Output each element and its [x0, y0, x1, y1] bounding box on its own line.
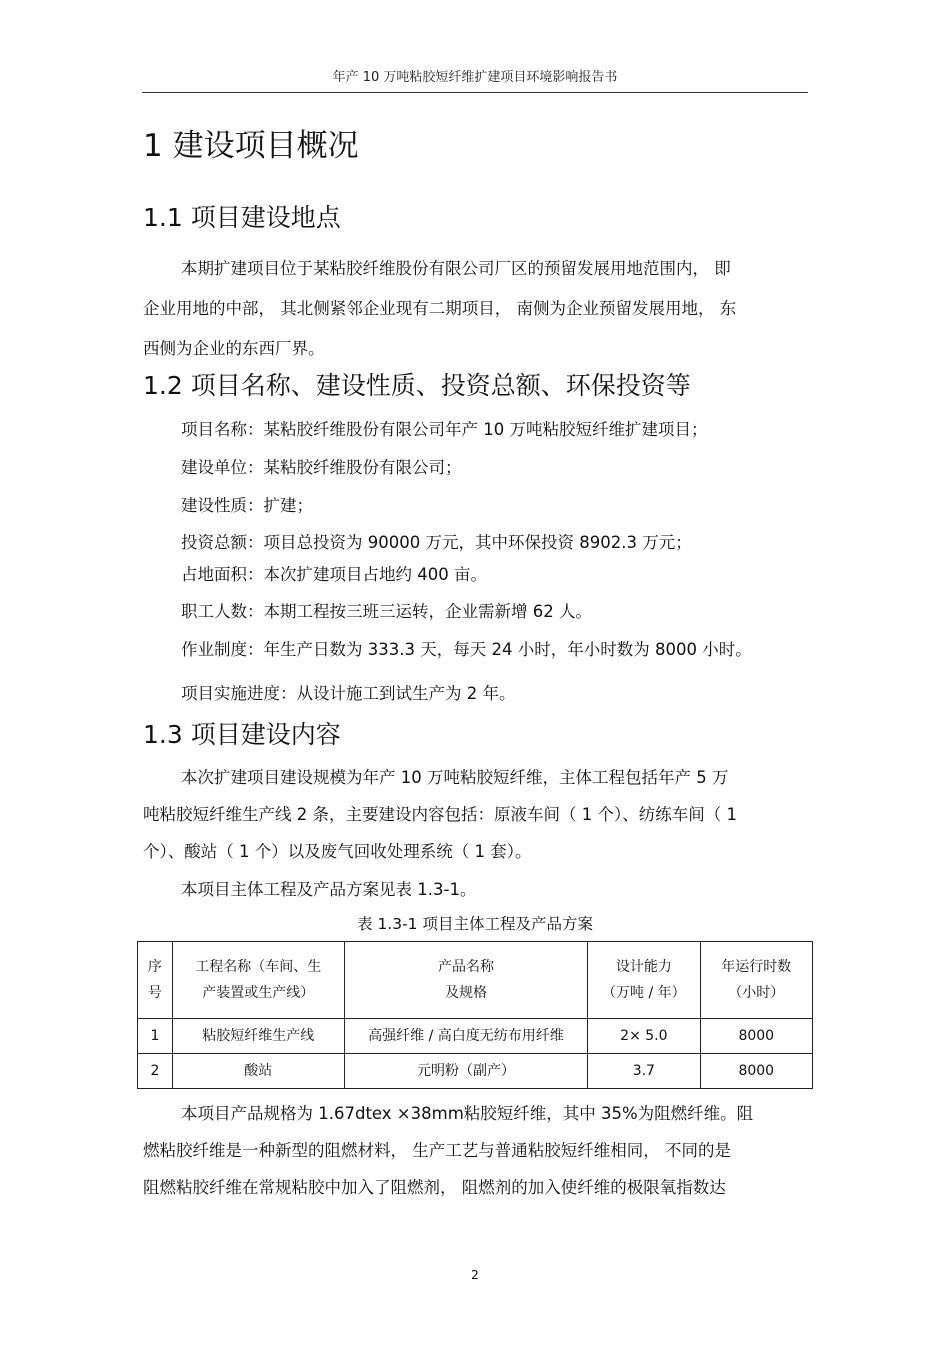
header-cell: 产品名称 及规格: [344, 942, 587, 1019]
schedule-item: 作业制度：年生产日数为 333.3 天，每天 24 小时，年小时数为 8000 小时。: [181, 640, 752, 659]
paragraph-line: 吨粘胶短纤维生产线 2 条，主要建设内容包括：原液车间（ 1 个）、纺练车间（ 1: [143, 805, 737, 824]
table-cell: 3.7: [588, 1054, 700, 1089]
table-cell: 8000: [700, 1054, 812, 1089]
section-1-2-heading: 1.2 项目名称、建设性质、投资总额、环保投资等: [143, 371, 691, 400]
page-number: 2: [471, 1268, 479, 1282]
progress-item: 项目实施进度：从设计施工到试生产为 2 年。: [181, 684, 516, 703]
running-header: 年产 10 万吨粘胶短纤维扩建项目环境影响报告书: [332, 70, 618, 85]
investment-item: 投资总额：项目总投资为 90000 万元，其中环保投资 8902.3 万元；: [181, 533, 692, 552]
section-1-3-heading: 1.3 项目建设内容: [143, 720, 341, 749]
table-cell: 8000: [700, 1019, 812, 1054]
header-cell: 设计能力 （万吨 / 年）: [588, 942, 700, 1019]
table-header-row: [138, 942, 813, 1019]
header-divider: [142, 92, 808, 93]
paragraph-line: 阻燃粘胶纤维在常规粘胶中加入了阻燃剂， 阻燃剂的加入使纤维的极限氧指数达: [143, 1178, 726, 1197]
paragraph-line: 本项目产品规格为 1.67dtex ×38mm粘胶短纤维，其中 35%为阻燃纤维。阻: [181, 1104, 754, 1123]
section-1-1-heading: 1.1 项目建设地点: [143, 203, 341, 232]
paragraph-line: 个）、酸站（ 1 个）以及废气回收处理系统（ 1 套）。: [143, 842, 532, 861]
paragraph-line: 本项目主体工程及产品方案见表 1.3-1。: [181, 880, 477, 899]
table-cell: 元明粉（副产）: [344, 1054, 587, 1089]
table-cell: 2: [138, 1054, 173, 1089]
builder-item: 建设单位：某粘胶纤维股份有限公司；: [181, 458, 462, 477]
table-cell: 1: [138, 1019, 173, 1054]
product-scheme-table: [137, 941, 813, 1089]
table-cell: 粘胶短纤维生产线: [172, 1019, 344, 1054]
table-cell: 高强纤维 / 高白度无纺布用纤维: [344, 1019, 587, 1054]
paragraph-line: 本次扩建项目建设规模为年产 10 万吨粘胶短纤维，主体工程包括年产 5 万: [181, 768, 729, 787]
paragraph-line: 本期扩建项目位于某粘胶纤维股份有限公司厂区的预留发展用地范围内， 即: [181, 259, 731, 278]
nature-item: 建设性质：扩建；: [181, 496, 313, 515]
table-cell: 酸站: [172, 1054, 344, 1089]
table-row: [138, 1019, 813, 1054]
table-cell: 2× 5.0: [588, 1019, 700, 1054]
header-cell: 序 号: [138, 942, 173, 1019]
chapter-title: 1 建设项目概况: [143, 128, 359, 164]
header-cell: 年运行时数 （小时）: [700, 942, 812, 1019]
paragraph-line: 燃粘胶纤维是一种新型的阻燃材料， 生产工艺与普通粘胶短纤维相同， 不同的是: [143, 1141, 731, 1160]
staff-item: 职工人数：本期工程按三班三运转，企业需新增 62 人。: [181, 602, 592, 621]
project-name-item: 项目名称：某粘胶纤维股份有限公司年产 10 万吨粘胶短纤维扩建项目；: [181, 420, 708, 439]
paragraph-line: 企业用地的中部， 其北侧紧邻企业现有二期项目， 南侧为企业预留发展用地， 东: [143, 299, 737, 318]
land-area-item: 占地面积：本次扩建项目占地约 400 亩。: [181, 565, 487, 584]
table-caption: 表 1.3-1 项目主体工程及产品方案: [357, 915, 593, 933]
paragraph-line: 西侧为企业的东西厂界。: [143, 339, 325, 358]
table-row: [138, 1054, 813, 1089]
header-cell: 工程名称（车间、生 产装置或生产线）: [172, 942, 344, 1019]
